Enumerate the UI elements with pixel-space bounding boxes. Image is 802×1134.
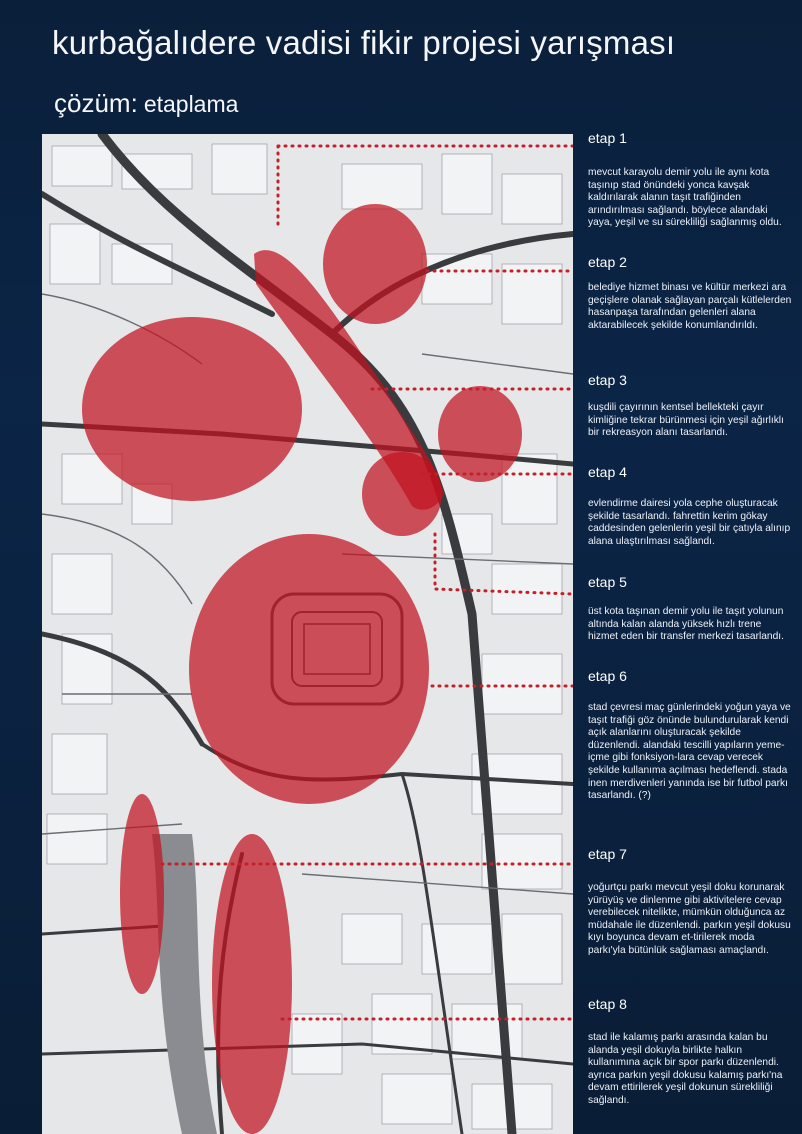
etap-4-text: evlendirme dairesi yola cephe oluşturacak şekilde tasarlandı. fahrettin kerim gökay caddesinden gelenlerin yeşil bir çatıyla alınıp alana ulaştırılması sağlandı. [588, 498, 791, 547]
zone-etap-5 [362, 452, 442, 536]
zone-etap-1 [323, 204, 427, 324]
subtitle-rest: etaplama [143, 91, 239, 117]
etap-5-heading: etap 5 [588, 574, 627, 590]
etap-2-text: belediye hizmet binası ve kültür merkezi ara geçişlere olanak sağlayan parçalı kütlelerden hasanpaşa tarafından gelenleri alana aktarabilecek şekilde konumlandırıldı. [588, 282, 792, 331]
zone-etap-8 [212, 834, 292, 1134]
etap-6-heading: etap 6 [588, 668, 627, 684]
etap-2-heading: etap 2 [588, 254, 627, 270]
site-map [42, 134, 573, 1134]
zone-etap-4 [438, 386, 522, 482]
subtitle-lead: çözüm: [54, 88, 138, 118]
zone-etap-3 [82, 317, 302, 501]
page-subtitle [54, 88, 238, 119]
etap-4-heading: etap 4 [588, 464, 627, 480]
etap-7-heading: etap 7 [588, 846, 627, 862]
etap-8-text: stad ile kalamış parkı arasında kalan bu alanda yeşil dokuyla birlikte halkın kullanımına açık bir spor parkı düzenlendi. ayrıca parkın yeşil dokusu kalamış parkı'na devam ettirilerek yeşil dokunun sürekliliği sağlandı. [588, 1032, 783, 1106]
etap-3-text: kuşdili çayırının kentsel bellekteki çayır kimliğine tekrar bürünmesi için yeşil ağırlıklı bir rekreasyon alanı tasarlandı. [588, 402, 784, 439]
etap-8-heading: etap 8 [588, 996, 627, 1012]
etap-1-heading: etap 1 [588, 130, 627, 146]
etap-6-text: stad çevresi maç günlerindeki yoğun yaya ve taşıt trafiği göz önünde bulundurularak kendi açık alanlarını oluşturacak şekilde düzenlendi. alandaki tescilli yapıların yeme-içme gibi fonksiyon-lara cevap verecek şekilde kullanıma açılması hedeflendi. stada inen merdivenleri yanında ise bir futbol parkı tasarlandı. (?) [588, 702, 791, 802]
page-title: kurbağalıdere vadisi fikir projesi yarışması [52, 24, 676, 61]
etap-1-text: mevcut karayolu demir yolu ile aynı kota taşınıp stad önündeki yonca kavşak kaldırılarak alanın taşıt trafiğinden arındırılması sağlandı. böylece alandaki yaya, yeşil ve su sürekliliği sağlanmış oldu. [588, 167, 782, 229]
zone-etap-7 [120, 794, 164, 994]
etap-7-text: yoğurtçu parkı mevcut yeşil doku korunarak yürüyüş ve dinlenme gibi aktivitelere cevap verebilecek nitelikte, mümkün olduğunca az müdahale ile düzenlendi. parkın yeşil dokusu kıyı boyunca devam et-tirilerek moda parkı'yla bütünlük sağlaması amaçlandı. [588, 882, 791, 956]
zone-etap-6 [189, 534, 429, 804]
etap-overlay [42, 134, 573, 1134]
etap-zones [82, 204, 522, 1134]
etap-5-text: üst kota taşınan demir yolu ile taşıt yolunun altında kalan alanda yüksek hızlı trene hizmet eden bir transfer merkezi tasarlandı. [588, 606, 784, 643]
etap-3-heading: etap 3 [588, 372, 627, 388]
